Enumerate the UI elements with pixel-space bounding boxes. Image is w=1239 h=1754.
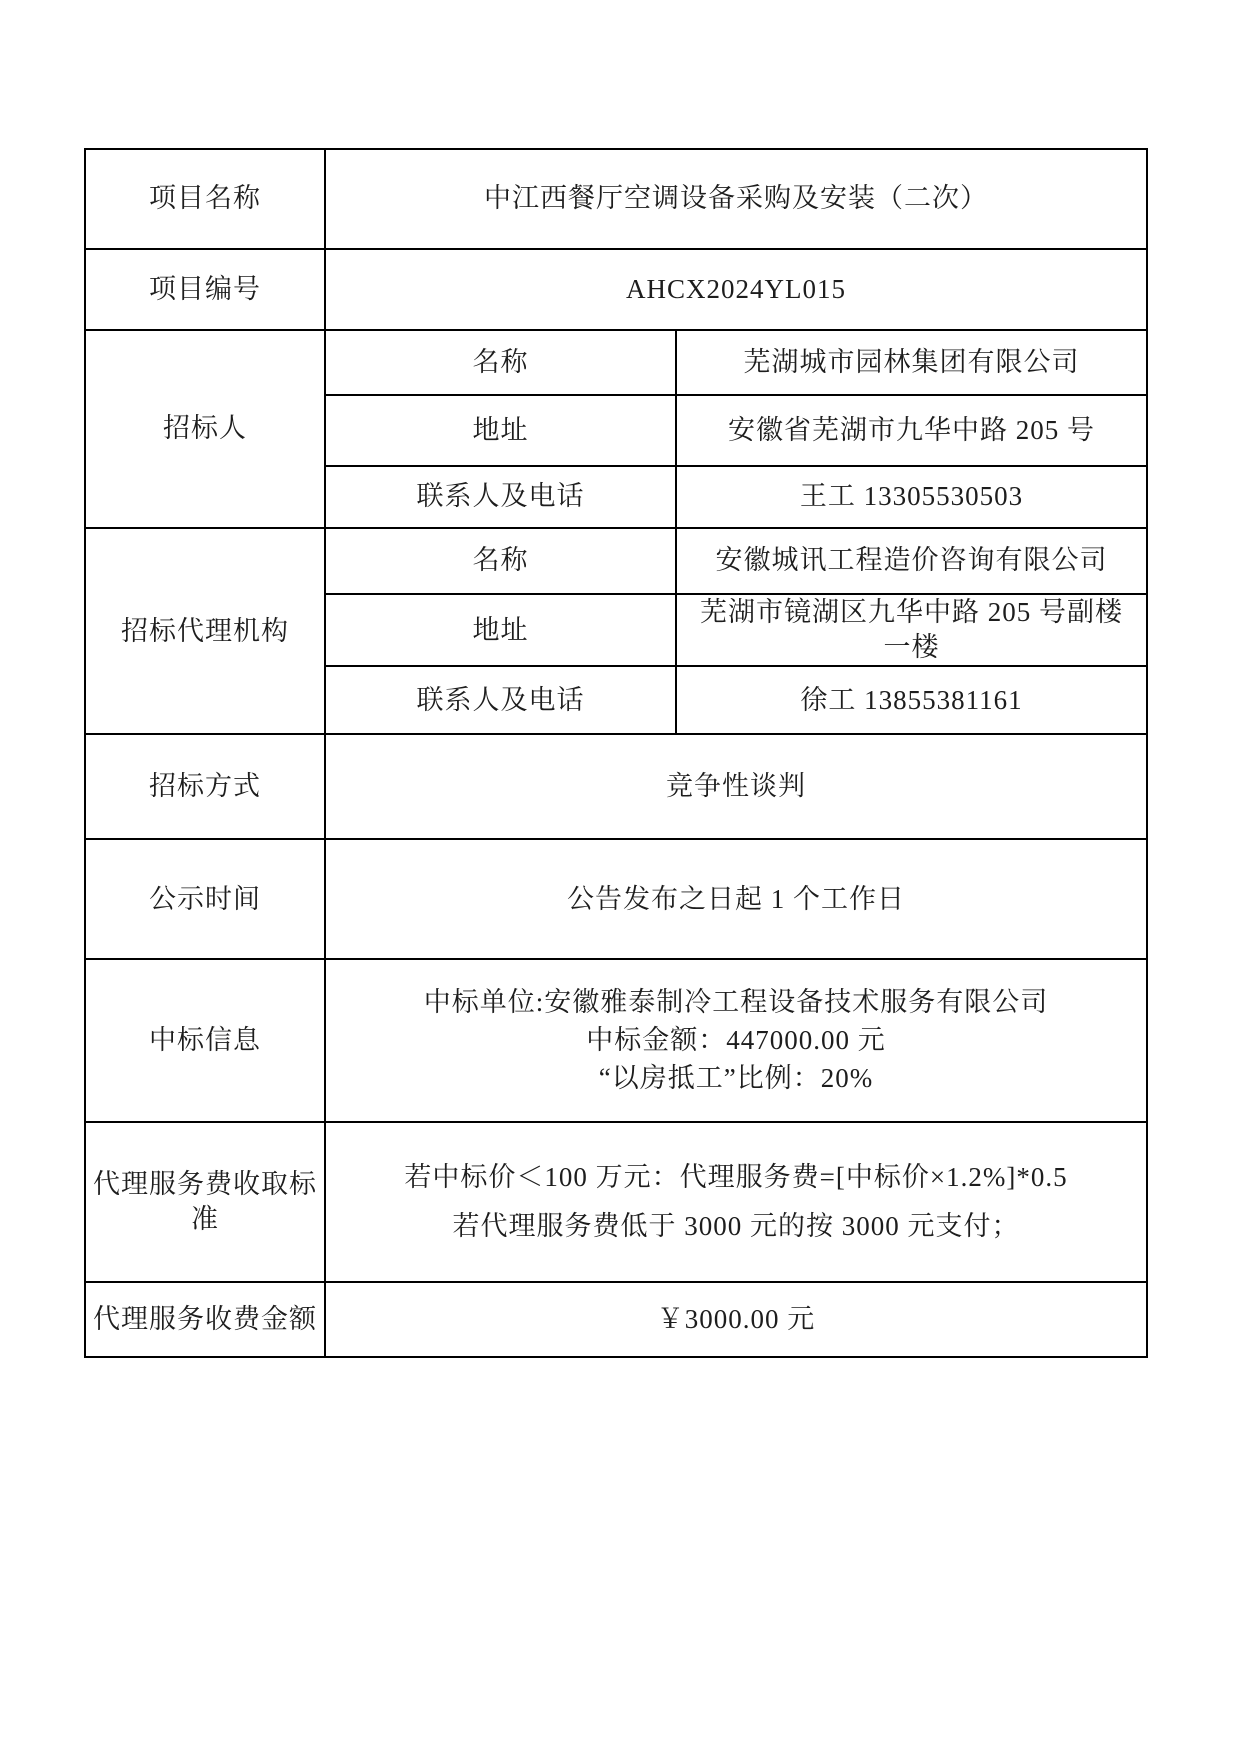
row-fee-amount [85, 1282, 1147, 1357]
agency-address-value: 芜湖市镜湖区九华中路 205 号副楼一楼 [676, 594, 1147, 666]
agency-contact-value: 徐工 13855381161 [676, 666, 1147, 734]
fee-amount-label: 代理服务收费金额 [85, 1282, 325, 1357]
row-project-number [85, 249, 1147, 330]
tenderer-address-value: 安徽省芜湖市九华中路 205 号 [676, 395, 1147, 466]
fee-standard-label: 代理服务费收取标准 [85, 1122, 325, 1282]
agency-name-value: 安徽城讯工程造价咨询有限公司 [676, 528, 1147, 594]
fee-standard-formula-line: 若中标价＜100 万元：代理服务费=[中标价×1.2%]*0.5 [404, 1162, 1068, 1193]
award-winner-line: 中标单位:安徽雅泰制冷工程设备技术服务有限公司 [423, 987, 1049, 1018]
award-ratio-line: “以房抵工”比例：20% [598, 1063, 874, 1094]
project-number-label: 项目编号 [85, 249, 325, 330]
publicity-time-label: 公示时间 [85, 839, 325, 959]
award-amount-line: 中标金额：447000.00 元 [586, 1025, 886, 1056]
agency-label: 招标代理机构 [85, 528, 325, 734]
tenderer-contact-value: 王工 13305530503 [676, 466, 1147, 528]
publicity-time-value: 公告发布之日起 1 个工作日 [325, 839, 1147, 959]
project-number-value: AHCX2024YL015 [325, 249, 1147, 330]
row-tender-method [85, 734, 1147, 839]
tenderer-name-label: 名称 [325, 330, 676, 395]
agency-address-label: 地址 [325, 594, 676, 666]
row-tenderer-name [85, 330, 1147, 395]
tender-method-value: 竞争性谈判 [325, 734, 1147, 839]
project-name-label: 项目名称 [85, 149, 325, 249]
row-agency-name [85, 528, 1147, 594]
row-fee-standard [85, 1122, 1147, 1282]
row-award-info [85, 959, 1147, 1122]
award-info-value [325, 959, 1147, 1122]
project-name-value: 中江西餐厅空调设备采购及安装（二次） [325, 149, 1147, 249]
tenderer-contact-label: 联系人及电话 [325, 466, 676, 528]
agency-name-label: 名称 [325, 528, 676, 594]
tender-method-label: 招标方式 [85, 734, 325, 839]
fee-standard-minimum-line: 若代理服务费低于 3000 元的按 3000 元支付； [452, 1211, 1020, 1242]
tenderer-address-label: 地址 [325, 395, 676, 466]
award-info-label: 中标信息 [85, 959, 325, 1122]
row-publicity-time [85, 839, 1147, 959]
tenderer-label: 招标人 [85, 330, 325, 528]
row-project-name [85, 149, 1147, 249]
agency-contact-label: 联系人及电话 [325, 666, 676, 734]
fee-standard-value [325, 1122, 1147, 1282]
tender-result-table [84, 148, 1148, 1358]
fee-amount-value: ￥3000.00 元 [325, 1282, 1147, 1357]
tenderer-name-value: 芜湖城市园林集团有限公司 [676, 330, 1147, 395]
